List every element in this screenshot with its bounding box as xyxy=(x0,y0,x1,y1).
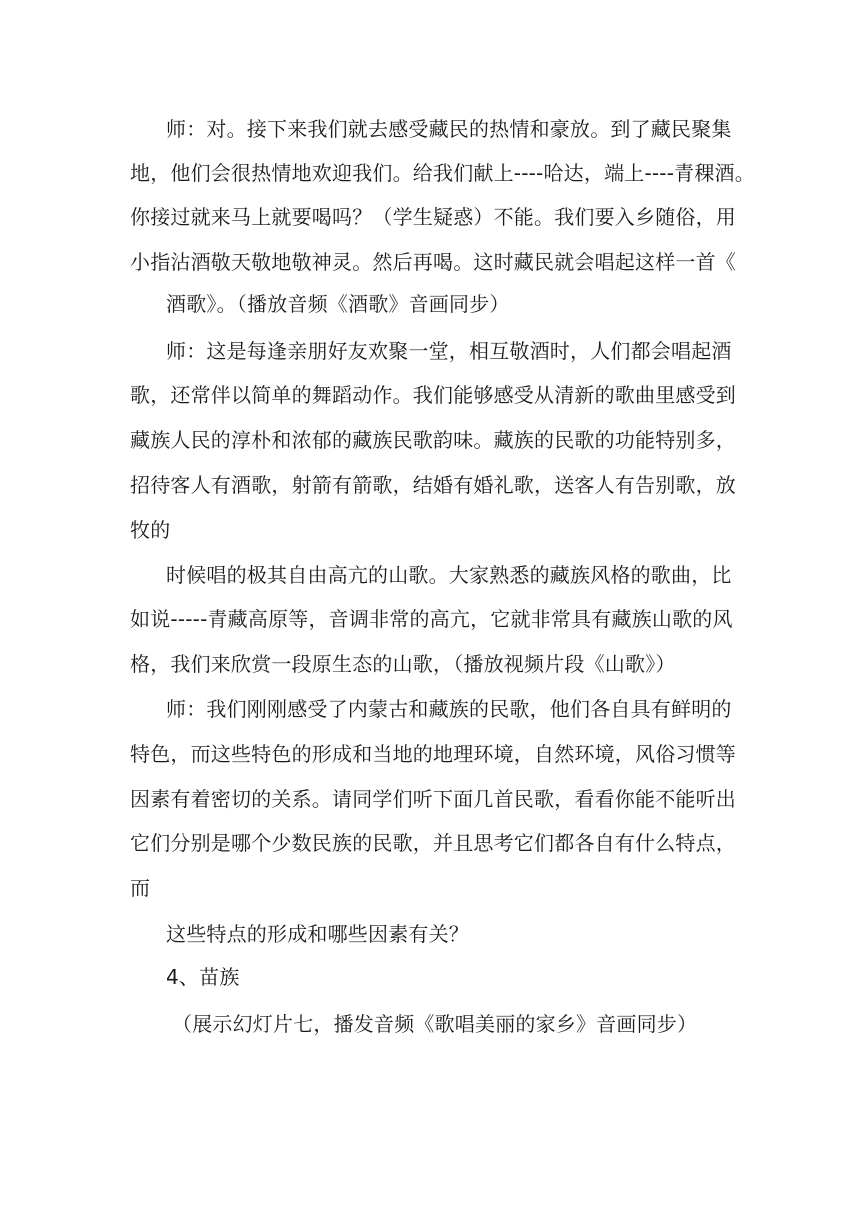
paragraph-line: 师：对。接下来我们就去感受藏民的热情和豪放。到了藏民聚集 xyxy=(166,117,732,141)
paragraph-line: 因素有着密切的关系。请同学们听下面几首民歌，看看你能不能听出 xyxy=(130,787,736,811)
paragraph-line: 师：这是每逢亲朋好友欢聚一堂，相互敬酒时，人们都会唱起酒 xyxy=(166,339,732,363)
paragraph-line: 师：我们刚刚感受了内蒙古和藏族的民歌，他们各自具有鲜明的 xyxy=(166,697,732,721)
section-heading: 4、苗族 xyxy=(166,965,240,989)
paragraph-line: 酒歌》。（播放音频《酒歌》音画同步） xyxy=(166,292,510,316)
paragraph-line: 如说-----青藏高原等，音调非常的高亢，它就非常具有藏族山歌的风 xyxy=(130,607,733,631)
paragraph-line: 格，我们来欣赏一段原生态的山歌，（播放视频片段《山歌》） xyxy=(130,652,676,676)
paragraph-line: （展示幻灯片七，播发音频《歌唱美丽的家乡》音画同步） xyxy=(172,1012,698,1036)
paragraph-line: 地，他们会很热情地欢迎我们。给我们献上----哈达，端上----青稞酒。 xyxy=(130,161,755,185)
paragraph-line: 你接过就来马上就要喝吗？（学生疑惑）不能。我们要入乡随俗，用 xyxy=(130,205,736,229)
paragraph-line: 歌，还常伴以简单的舞蹈动作。我们能够感受从清新的歌曲里感受到 xyxy=(130,383,736,407)
paragraph-line: 它们分别是哪个少数民族的民歌，并且思考它们都各自有什么特点， xyxy=(130,831,736,855)
paragraph-line: 这些特点的形成和哪些因素有关？ xyxy=(166,922,469,946)
paragraph-line: 小指沾酒敬天敬地敬神灵。然后再喝。这时藏民就会唱起这样一首《 xyxy=(130,250,736,274)
paragraph-line: 藏族人民的淳朴和浓郁的藏族民歌韵味。藏族的民歌的功能特别多， xyxy=(130,428,736,452)
paragraph-line: 时候唱的极其自由高亢的山歌。大家熟悉的藏族风格的歌曲，比 xyxy=(166,563,732,587)
paragraph-line: 招待客人有酒歌，射箭有箭歌，结婚有婚礼歌，送客人有告别歌，放 xyxy=(130,473,736,497)
paragraph-line: 牧的 xyxy=(130,518,171,542)
paragraph-line: 特色，而这些特色的形成和当地的地理环境，自然环境，风俗习惯等 xyxy=(130,742,736,766)
paragraph-line: 而 xyxy=(130,876,151,900)
